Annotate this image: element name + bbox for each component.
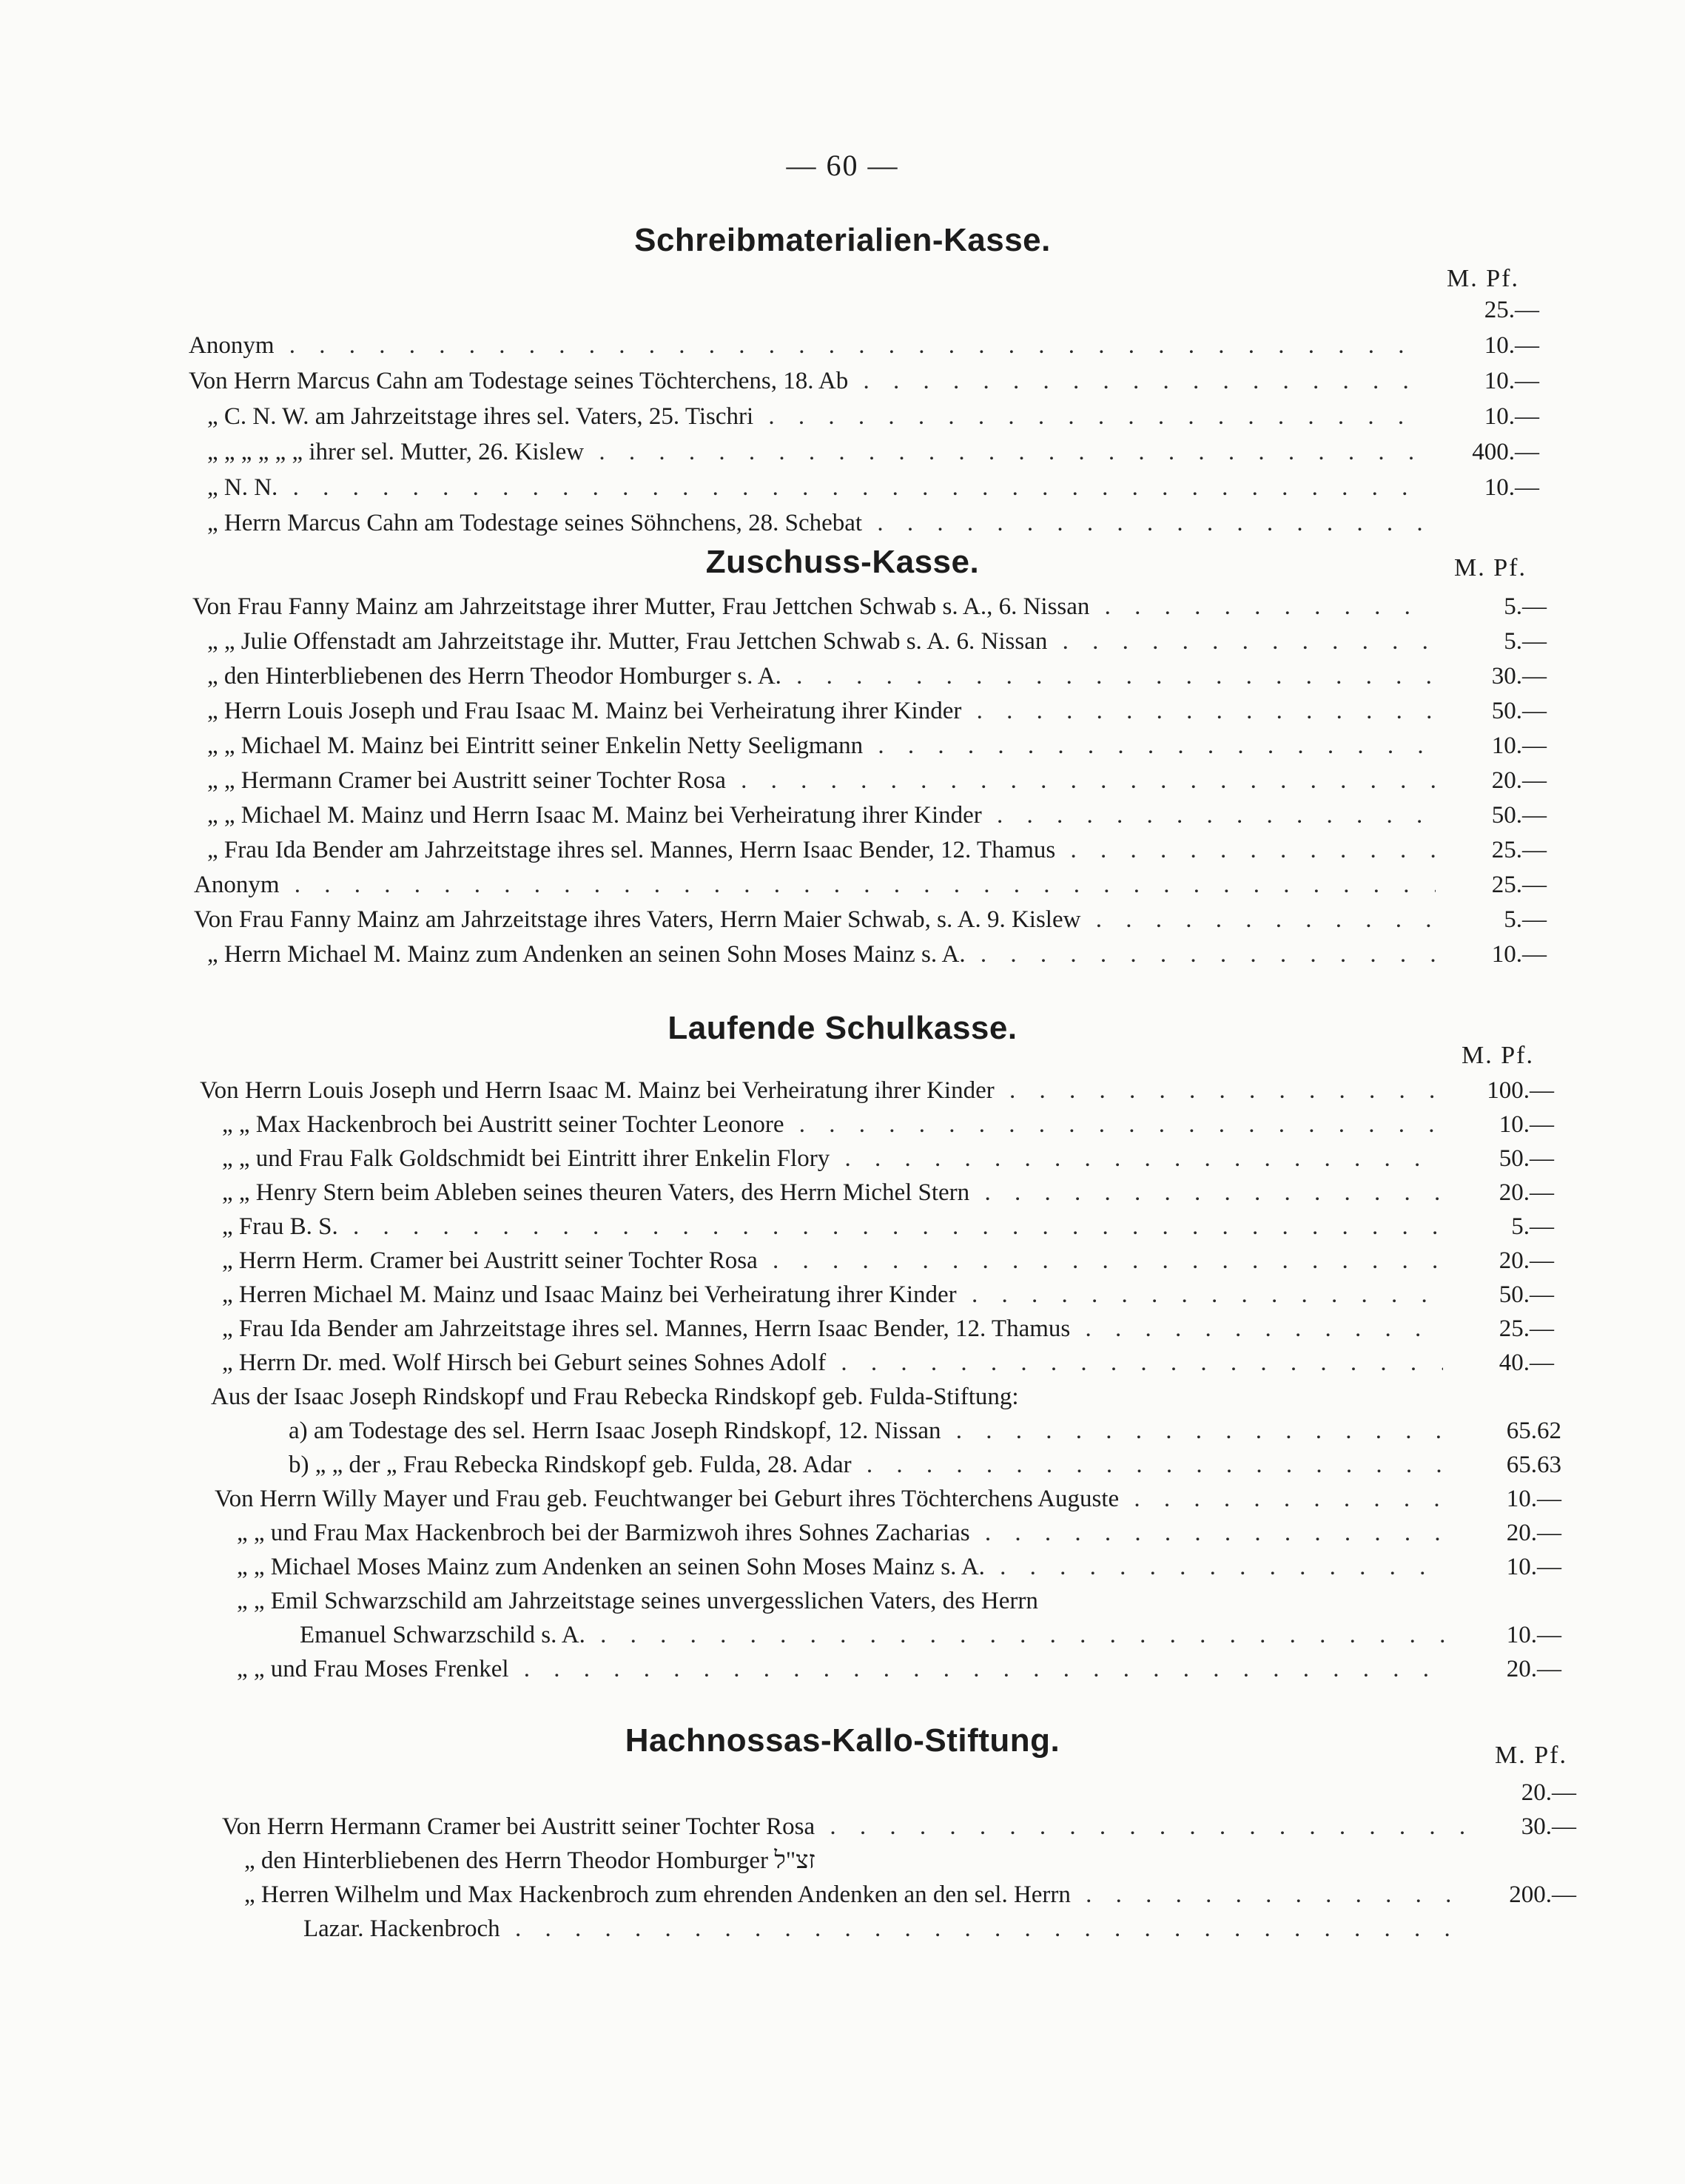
amount-cell: 30.— bbox=[1491, 663, 1547, 690]
amount-cell: 50.— bbox=[1499, 1281, 1554, 1308]
table-row bbox=[207, 937, 1547, 971]
table-row bbox=[222, 1776, 1576, 1810]
table-row bbox=[207, 694, 1547, 728]
section-title: Schreibmaterialien-Kasse. bbox=[634, 222, 1051, 258]
table-row bbox=[189, 364, 1539, 398]
table-row bbox=[207, 659, 1547, 693]
entry-text: „ „ Hermann Cramer bei Austritt seiner Tochter Rosa . . . bbox=[207, 764, 1436, 798]
amount-cell: 200.— bbox=[1509, 1881, 1576, 1908]
table-row bbox=[237, 1550, 1561, 1584]
amount-cell: 50.— bbox=[1491, 802, 1547, 829]
entry-text: „ „ Julie Offenstadt am Jahrzeitstage ihr. Mutter, Frau Jettchen Schwab s. A. 6. Nissan . . . bbox=[207, 624, 1436, 658]
entry-text: „ „ Max Hackenbroch bei Austritt seiner Tochter Leonore . . . bbox=[222, 1108, 1443, 1142]
table-row bbox=[207, 729, 1547, 763]
table-row bbox=[189, 293, 1539, 327]
amount-cell: 65.63 bbox=[1506, 1452, 1561, 1478]
amount-cell: 25.— bbox=[1499, 1315, 1554, 1342]
amount-cell: 20.— bbox=[1499, 1179, 1554, 1206]
column-units: M. Pf. bbox=[1495, 1742, 1567, 1769]
table-row bbox=[207, 506, 1539, 540]
entry-text: „ den Hinterbliebenen des Herrn Theodor Homburger s. A. . . . bbox=[207, 659, 1436, 693]
entry-text: „ Herrn Michael M. Mainz zum Andenken an seinen Sohn Moses Mainz s. A. . . . bbox=[207, 937, 1436, 971]
entry-text: „ „ und Frau Moses Frenkel . . . bbox=[237, 1652, 1450, 1686]
entry-text: Anonym . . . bbox=[189, 328, 1428, 363]
entry-text: „ „ Emil Schwarzschild am Jahrzeitstage seines unvergesslichen Vaters, des Herrn bbox=[237, 1588, 1038, 1614]
entry-text: „ Herrn Herm. Cramer bei Austritt seiner Tochter Rosa . . . bbox=[222, 1244, 1443, 1278]
table-row bbox=[207, 471, 1539, 505]
table-row bbox=[211, 1380, 1554, 1414]
amount-cell: 10.— bbox=[1484, 368, 1539, 394]
table-row bbox=[207, 400, 1539, 434]
amount-cell: 50.— bbox=[1491, 698, 1547, 724]
entry-text: „ „ Henry Stern beim Ableben seines theuren Vaters, des Herrn Michel Stern . . . bbox=[222, 1176, 1443, 1210]
table-row bbox=[289, 1414, 1561, 1448]
amount-cell: 25.— bbox=[1491, 872, 1547, 898]
section-title: Laufende Schulkasse. bbox=[667, 1010, 1018, 1046]
entry-text: Von Frau Fanny Mainz am Jahrzeitstage ihres Vaters, Herrn Maier Schwab, s. A. 9. Kislew . . . bbox=[194, 903, 1436, 937]
table-row bbox=[222, 1346, 1554, 1380]
entry-text: „ Herren Michael M. Mainz und Isaac Mainz bei Verheiratung ihrer Kinder . . . bbox=[222, 1278, 1443, 1312]
amount-cell: 10.— bbox=[1484, 332, 1539, 359]
column-units: M. Pf. bbox=[1462, 1042, 1534, 1069]
page-number: — 60 — bbox=[786, 149, 899, 182]
amount-cell: 40.— bbox=[1499, 1349, 1554, 1376]
amount-cell: 10.— bbox=[1484, 403, 1539, 430]
table-row bbox=[237, 1584, 1561, 1618]
entry-text: Anonym . . . bbox=[194, 868, 1436, 902]
amount-cell: 20.— bbox=[1521, 1779, 1576, 1806]
amount-cell: 10.— bbox=[1499, 1111, 1554, 1138]
table-row bbox=[207, 435, 1539, 469]
amount-cell: 10.— bbox=[1506, 1622, 1561, 1648]
entry-text: „ „ „ „ „ „ ihrer sel. Mutter, 26. Kislew . . . bbox=[207, 435, 1428, 469]
entry-text: „ Frau Ida Bender am Jahrzeitstage ihres sel. Mannes, Herrn Isaac Bender, 12. Thamus . . . bbox=[207, 833, 1436, 867]
amount-cell: 5.— bbox=[1504, 906, 1547, 933]
table-row bbox=[222, 1312, 1554, 1346]
entry-text: „ C. N. W. am Jahrzeitstage ihres sel. Vaters, 25. Tischri . . . bbox=[207, 400, 1428, 434]
entry-text: „ Frau Ida Bender am Jahrzeitstage ihres sel. Mannes, Herrn Isaac Bender, 12. Thamus . . . bbox=[222, 1312, 1443, 1346]
table-row bbox=[192, 590, 1547, 624]
table-row bbox=[237, 1516, 1561, 1550]
entry-text: „ Herrn Dr. med. Wolf Hirsch bei Geburt seines Sohnes Adolf . . . bbox=[222, 1346, 1443, 1380]
table-row bbox=[289, 1448, 1561, 1482]
table-row bbox=[222, 1210, 1554, 1244]
table-row bbox=[207, 833, 1547, 867]
table-row bbox=[194, 868, 1547, 902]
amount-cell: 5.— bbox=[1511, 1213, 1554, 1240]
entry-text: b) „ „ der „ Frau Rebecka Rindskopf geb. Fulda, 28. Adar . . . bbox=[289, 1448, 1450, 1482]
entry-text: Von Herrn Hermann Cramer bei Austritt seiner Tochter Rosa . . . bbox=[222, 1810, 1465, 1844]
table-row bbox=[222, 1108, 1554, 1142]
amount-cell: 10.— bbox=[1491, 732, 1547, 759]
table-row bbox=[207, 764, 1547, 798]
amount-cell: 400.— bbox=[1472, 439, 1539, 465]
amount-cell: 10.— bbox=[1484, 474, 1539, 501]
table-row bbox=[189, 328, 1539, 363]
table-row bbox=[194, 903, 1547, 937]
entry-text: „ „ Michael Moses Mainz zum Andenken an seinen Sohn Moses Mainz s. A. . . . bbox=[237, 1550, 1450, 1584]
table-row bbox=[244, 1878, 1576, 1912]
amount-cell: 20.— bbox=[1491, 767, 1547, 794]
table-row bbox=[200, 1074, 1554, 1108]
amount-cell: 20.— bbox=[1499, 1247, 1554, 1274]
amount-cell: 50.— bbox=[1499, 1145, 1554, 1172]
entry-text: Lazar. Hackenbroch . . . bbox=[303, 1912, 1465, 1946]
section-title: Hachnossas-Kallo-Stiftung. bbox=[625, 1722, 1060, 1759]
entry-text: „ „ und Frau Falk Goldschmidt bei Eintritt ihrer Enkelin Flory . . . bbox=[222, 1142, 1443, 1176]
amount-cell: 10.— bbox=[1506, 1554, 1561, 1580]
section-title: Zuschuss-Kasse. bbox=[705, 544, 980, 580]
entry-text: „ „ und Frau Max Hackenbroch bei der Barmizwoh ihres Sohnes Zacharias . . . bbox=[237, 1516, 1450, 1550]
column-units: M. Pf. bbox=[1447, 265, 1519, 292]
entry-text: „ N. N. . . . bbox=[207, 471, 1428, 505]
amount-cell: 5.— bbox=[1504, 628, 1547, 655]
entry-text: „ den Hinterbliebenen des Herrn Theodor Homburger זצ"ל bbox=[244, 1847, 815, 1874]
entry-text: Von Herrn Willy Mayer und Frau geb. Feuchtwanger bei Geburt ihres Töchterchens Auguste . . . bbox=[215, 1482, 1450, 1516]
entry-text: „ „ Michael M. Mainz und Herrn Isaac M. Mainz bei Verheiratung ihrer Kinder . . . bbox=[207, 798, 1436, 832]
amount-cell: 100.— bbox=[1487, 1077, 1554, 1104]
table-row bbox=[215, 1482, 1561, 1516]
table-row bbox=[303, 1912, 1576, 1946]
amount-cell: 65.62 bbox=[1506, 1418, 1561, 1444]
table-row bbox=[222, 1278, 1554, 1312]
entry-text: „ „ Michael M. Mainz bei Eintritt seiner Enkelin Netty Seeligmann . . . bbox=[207, 729, 1436, 763]
entry-text: a) am Todestage des sel. Herrn Isaac Joseph Rindskopf, 12. Nissan . . . bbox=[289, 1414, 1450, 1448]
table-row bbox=[222, 1176, 1554, 1210]
entry-text: Von Herrn Louis Joseph und Herrn Isaac M. Mainz bei Verheiratung ihrer Kinder . . . bbox=[200, 1074, 1443, 1108]
entry-text: Aus der Isaac Joseph Rindskopf und Frau Rebecka Rindskopf geb. Fulda-Stiftung: bbox=[211, 1383, 1019, 1410]
entry-text: „ Herren Wilhelm und Max Hackenbroch zum ehrenden Andenken an den sel. Herrn . . . bbox=[244, 1878, 1465, 1912]
amount-cell: 5.— bbox=[1504, 593, 1547, 620]
table-row bbox=[222, 1810, 1576, 1844]
amount-cell: 10.— bbox=[1506, 1486, 1561, 1512]
table-row bbox=[244, 1844, 1576, 1878]
amount-cell: 25.— bbox=[1484, 297, 1539, 323]
table-row bbox=[222, 1244, 1554, 1278]
entry-text: Von Frau Fanny Mainz am Jahrzeitstage ihrer Mutter, Frau Jettchen Schwab s. A., 6. Nissan . . . bbox=[192, 590, 1436, 624]
entry-text: Emanuel Schwarzschild s. A. . . . bbox=[300, 1618, 1450, 1652]
entry-text: „ Frau B. S. . . . bbox=[222, 1210, 1443, 1244]
amount-cell: 30.— bbox=[1521, 1813, 1576, 1840]
entry-text: „ Herrn Marcus Cahn am Todestage seines Söhnchens, 28. Schebat . . . bbox=[207, 506, 1428, 540]
entry-text: Von Herrn Marcus Cahn am Todestage seines Töchterchens, 18. Ab . . . bbox=[189, 364, 1428, 398]
table-row bbox=[300, 1618, 1561, 1652]
amount-cell: 20.— bbox=[1506, 1520, 1561, 1546]
amount-cell: 10.— bbox=[1491, 941, 1547, 968]
table-row bbox=[207, 624, 1547, 658]
table-row bbox=[207, 798, 1547, 832]
amount-cell: 25.— bbox=[1491, 837, 1547, 863]
entry-text: „ Herrn Louis Joseph und Frau Isaac M. Mainz bei Verheiratung ihrer Kinder . . . bbox=[207, 694, 1436, 728]
table-row bbox=[237, 1652, 1561, 1686]
column-units: M. Pf. bbox=[1454, 554, 1527, 582]
table-row bbox=[222, 1142, 1554, 1176]
amount-cell: 20.— bbox=[1506, 1656, 1561, 1682]
